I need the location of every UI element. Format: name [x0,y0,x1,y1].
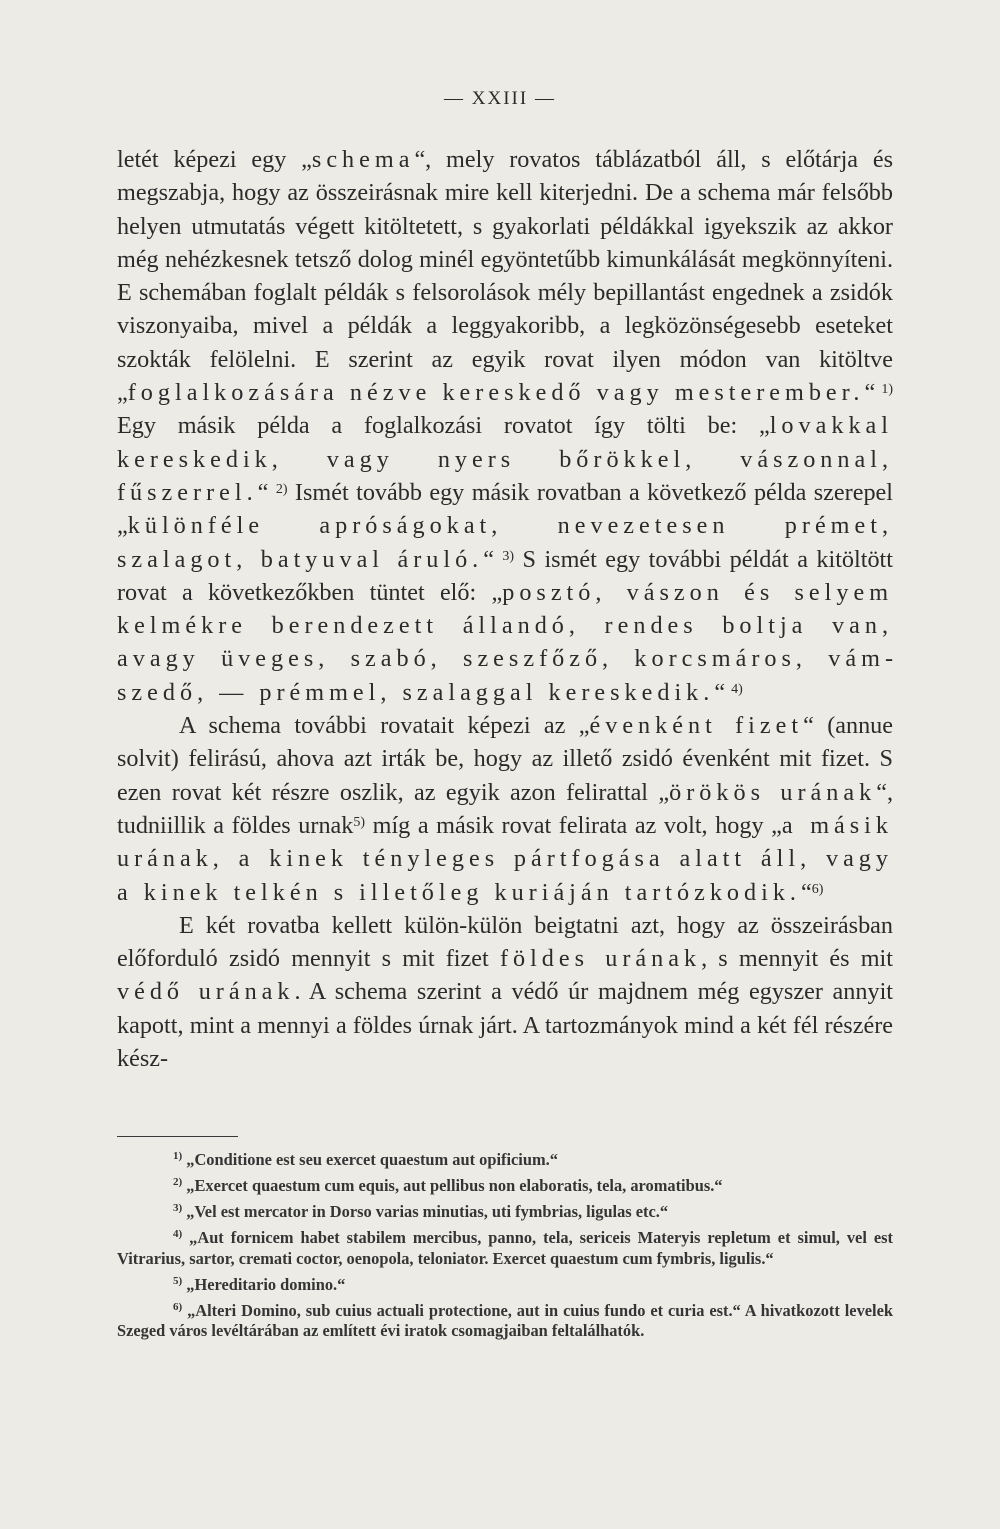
body-text [117,143,893,1075]
footnote-number: 5) [173,1274,183,1287]
spaced-quote: schema [311,146,415,173]
footnote-divider [117,1136,238,1137]
footnote-text: „Alteri Domino, sub cuius actuali protectione, aut in cuius fundo et curia est.“ A hivatkozott levelek Szeged város levéltárában az említett évi iratok csomagjaiban feltalálhatók. [117,1300,893,1340]
text-run: Egy másik példa a foglalkozási rovatot így tölti be: „ [117,412,770,440]
text-run: “ [714,678,732,706]
spaced-quote: különféle apróságokat, nevezetesen prémet, szalagot, batyuval áruló. [117,512,893,573]
footnote-text: „Vel est mercator in Dorso varias minutias, uti fymbrias, ligulas etc.“ [182,1202,669,1221]
footnote-text: „Aut fornicem habet stabilem mercibus, panno, tela, sericeis Materyis repletum et simul, vel est Vitrarius, sartor, cremati coctor, oenopola, teloniator. Exercet quaestum cum fymbris, ligulis.“ [117,1228,893,1268]
footnote [117,1150,893,1171]
footnote [117,1301,893,1342]
footnote-ref: 1) [881,382,893,398]
text-run: “ [800,878,812,906]
footnote [117,1202,893,1223]
footnote-number: 2) [173,1176,183,1188]
body-paragraph [117,709,893,909]
footnote-number: 1) [173,1150,183,1162]
text-run: Ismét tovább egy másik rovatban a következő példa szerepel „ [117,478,893,540]
footnote [117,1228,893,1269]
footnotes [117,1150,893,1347]
spaced-quote: földes urának [499,945,702,973]
footnote-text: „Hereditario domino.“ [182,1274,346,1294]
text-run: “ [257,478,276,506]
footnote-ref: 4) [731,681,743,697]
text-run: “ [864,379,882,407]
text-run: . A schema szerint a védő úr majdnem még egyszer annyit kapott, mint a mennyi a földes úrnak járt. A tartozmányok mind a két fél részére kész- [117,978,894,1073]
footnote-number: 4) [173,1228,183,1240]
spaced-quote: posztó, vászon és selyem kelmékre berendezett állandó, rendes boltja van, avagy üveges, szabó, szeszfőző, korcsmáros, vámszedő, — prémmel, szalaggal kereskedik. [117,578,894,706]
spaced-quote: örökös urának [669,778,877,806]
footnote [117,1176,893,1197]
text-run: “ [483,545,503,573]
spaced-quote: a másik urának, a kinek tényleges pártfogása alatt áll, vagy a kinek telkén s illetőleg kuriáján tartózkodik. [117,811,893,906]
text-run: “ (annue solvit) felirású, ahova azt irták be, hogy az illető zsidó évenként mit fizet. S ezen rovat két részre oszlik, az egyik azon felirattal „ [117,712,893,806]
footnote [117,1275,893,1296]
footnote-ref: 2) [275,481,288,497]
footnote-text: „Conditione est seu exercet quaestum aut opificium.“ [182,1150,558,1169]
footnote-number: 3) [173,1202,183,1214]
text-run: E két rovatba kellett külön-külön beigtatni azt, hogy az összeirásban előforduló zsidó mennyit s mit fizet [117,911,893,973]
text-run: S ismét egy további példát a kitöltött rovat a következőkben tüntet elő: „ [117,545,893,606]
page-number: — XXIII — [444,88,556,109]
spaced-quote: védő urának [117,978,295,1006]
text-run: letét képezi egy „ [117,146,312,173]
text-run: “, mely rovatos táblázatból áll, s előtárja és megszabja, hogy az összeirásnak mire kell kiterjedni. De a schema már felsőbb helyen utmutatás végett kitöltetett, s gyakorlati példákkal igyekszik az akkor még nehézkesnek tetsző dolog minél egyöntetűbb kimunkálását megkönnyíteni. E schemában foglalt példák s felsorolások mély bepillantást engednek a zsidók viszonyaiba, mivel a példák a leggyakoribb, a legközönségesebb eseteket szokták felölelni. E szerint az egyik rovat ilyen módon van kitöltve „ [117,146,893,407]
text-run: , s mennyit és mit [701,945,894,973]
body-paragraph [117,909,893,1075]
text-run: A schema további rovatait képezi az „ [179,712,590,740]
footnote-ref: 5) [353,814,366,830]
footnote-text: „Exercet quaestum cum equis, aut pellibus non elaboratis, tela, aromatibus.“ [182,1176,723,1195]
spaced-quote: lovakkal kereskedik, vagy nyers bőrökkel, vászonnal, fűszerrel. [117,412,893,506]
footnote-number: 6) [173,1300,183,1313]
text-run: míg a másik rovat felirata az volt, hogy „ [365,811,782,839]
footnote-ref: 6) [811,881,824,897]
spaced-quote: foglalkozására nézve kereskedő vagy mesterember. [127,379,865,407]
text-run: “, tudniillik a földes urnak [117,778,893,839]
body-paragraph [117,143,893,709]
footnote-ref: 3) [502,548,515,564]
spaced-quote: évenként fizet [589,712,804,740]
